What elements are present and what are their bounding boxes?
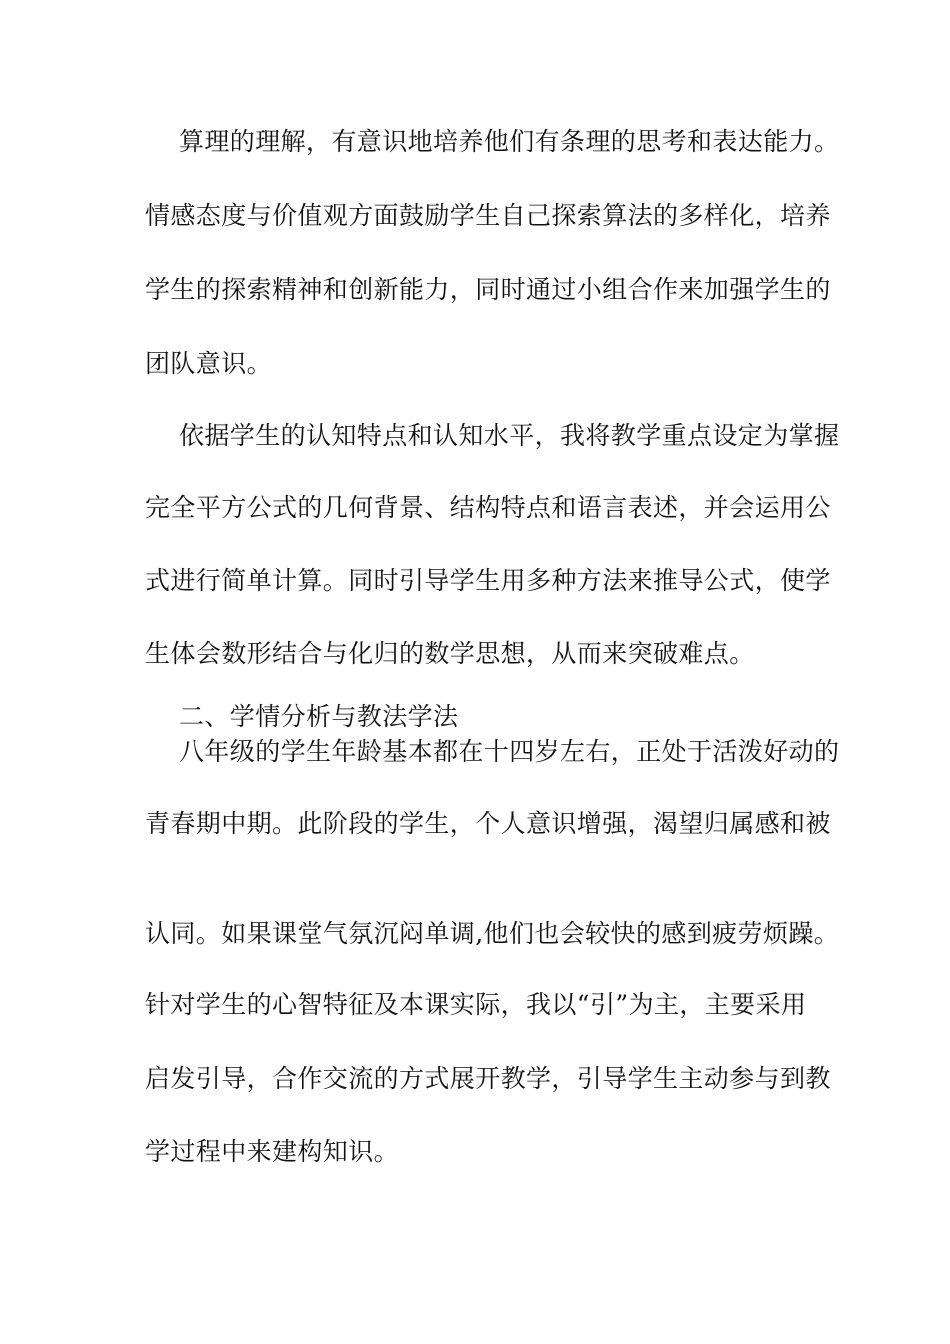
text-line: 算理的理解，有意识地培养他们有条理的思考和表达能力。 (179, 127, 840, 156)
text-line: 认同。如果课堂气氛沉闷单调,他们也会较快的感到疲劳烦躁。 (145, 919, 840, 948)
text-line: 学过程中来建构知识。 (145, 1137, 400, 1166)
text-line: 生体会数形结合与化归的数学思想，从而来突破难点。 (145, 639, 755, 668)
text-line: 八年级的学生年龄基本都在十四岁左右，正处于活泼好动的 (179, 737, 840, 766)
text-line: 完全平方公式的几何背景、结构特点和语言表述，并会运用公 (145, 493, 831, 522)
text-line: 依据学生的认知特点和认知水平，我将教学重点设定为掌握 (179, 421, 840, 450)
section-heading: 二、学情分析与教法学法 (179, 702, 459, 731)
text-line: 式进行简单计算。同时引导学生用多种方法来推导公式，使学 (145, 566, 831, 595)
text-line: 针对学生的心智特征及本课实际，我以“引”为主，主要采用 (145, 990, 807, 1019)
text-line: 团队意识。 (145, 349, 273, 378)
text-line: 青春期中期。此阶段的学生，个人意识增强，渴望归属感和被 (145, 809, 831, 838)
text-line: 情感态度与价值观方面鼓励学生自己探索算法的多样化，培养 (145, 201, 831, 230)
text-line: 学生的探索精神和创新能力，同时通过小组合作来加强学生的 (145, 275, 831, 304)
text-line: 启发引导，合作交流的方式展开教学，引导学生主动参与到教 (145, 1064, 831, 1093)
